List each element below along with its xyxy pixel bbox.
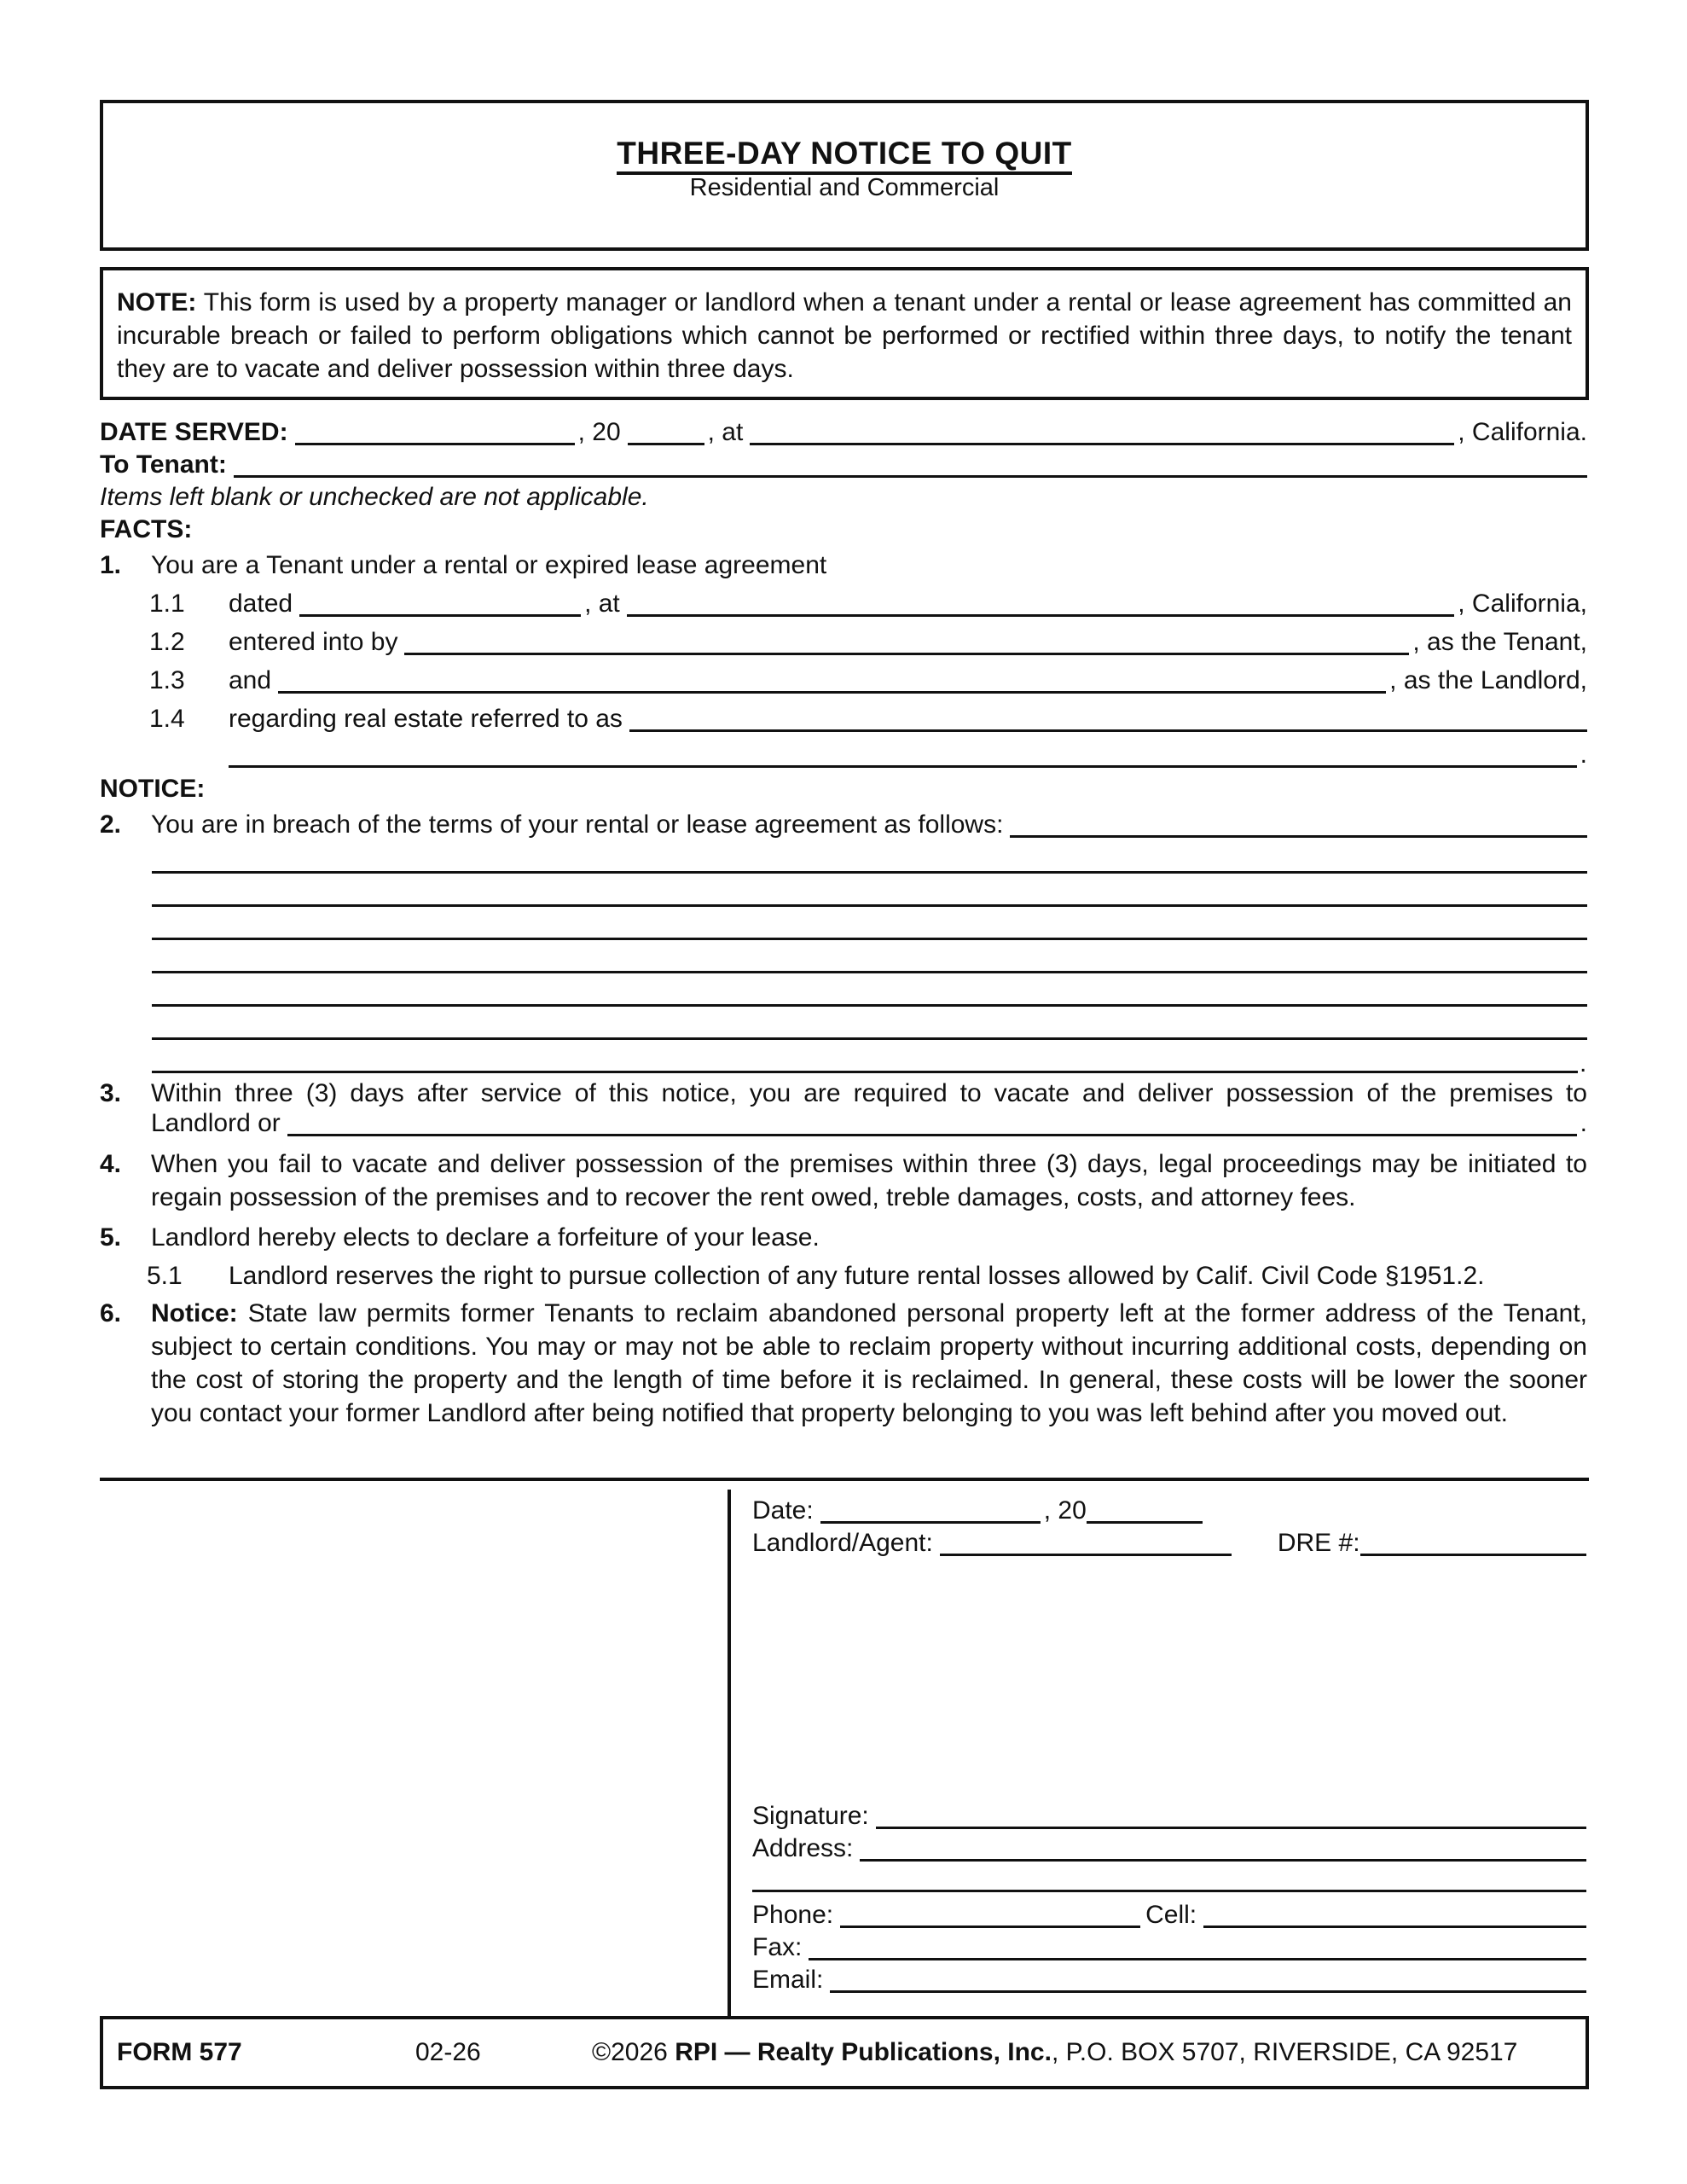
date-served-year-field[interactable]: [628, 419, 704, 445]
fact-item-1-2: [149, 626, 1587, 657]
fact-item-1: [100, 549, 1587, 580]
breach-field-line-2[interactable]: [152, 871, 1587, 874]
publisher-address: , P.O. BOX 5707, RIVERSIDE, CA 92517: [1051, 2038, 1518, 2066]
address-field[interactable]: [860, 1835, 1586, 1862]
copyright: [592, 2038, 1517, 2067]
breach-period: .: [1580, 1049, 1587, 1077]
signature-row: [752, 1800, 1586, 1831]
at-label: , at: [584, 590, 620, 618]
breach-field-line-8[interactable]: [152, 1071, 1578, 1073]
fact-item-1-4: [149, 703, 1587, 734]
address-field-line-2[interactable]: [752, 1890, 1586, 1892]
email-label: Email:: [752, 1966, 824, 1994]
landlord-agent-field[interactable]: [940, 1530, 1232, 1556]
breach-field-line-3[interactable]: [152, 904, 1587, 907]
date-served-location-field[interactable]: [750, 419, 1454, 445]
sig-year-field[interactable]: [1087, 1497, 1203, 1524]
dre-number-field[interactable]: [1360, 1530, 1586, 1556]
form-title: THREE-DAY NOTICE TO QUIT: [103, 136, 1586, 175]
landlord-suffix: , as the Landlord,: [1389, 666, 1587, 694]
landlord-name-field[interactable]: [278, 667, 1386, 694]
facts-heading: [100, 514, 1587, 544]
item-6-text: [151, 1297, 1587, 1430]
subitem-label: regarding real estate referred to as: [229, 705, 623, 733]
breach-field-line-6[interactable]: [152, 1004, 1587, 1007]
notice-item-2: [100, 809, 1587, 839]
fact-item-1-4-continuation: [229, 739, 1587, 770]
title-box: [100, 100, 1589, 251]
notice-body: State law permits former Tenants to reclaim abandoned personal property left at the former address of the Tenant, subject to certain conditions. You may or may not be able to reclaim property without incurring additional costs, depending on the cost of storing the property and the length of time before it is reclaimed. In general, these costs will be lower the sooner you contact your former Landlord after being notified that property belonging to you was left behind after you moved out.: [151, 1299, 1587, 1427]
copyright-year: ©2026: [592, 2038, 675, 2066]
sig-date-field[interactable]: [820, 1497, 1041, 1524]
phone-field[interactable]: [840, 1902, 1140, 1928]
period: .: [1580, 1109, 1587, 1137]
real-estate-field[interactable]: [629, 706, 1587, 732]
form-subtitle: Residential and Commercial: [689, 174, 1000, 201]
note-text: NOTE: This form is used by a property manager or landlord when a tenant under a rental or lease agreement has committed an incurable breach or failed to perform obligations which cannot be performed or rectified within three days, to notify the tenant they are to vacate and deliver possession within three days.: [117, 288, 1572, 383]
subitem-number: 1.1: [149, 590, 185, 618]
notice-heading-text: NOTICE:: [100, 775, 206, 803]
sig-agent-row: [752, 1527, 1586, 1558]
to-tenant-label: To Tenant:: [100, 450, 227, 479]
phone-label: Phone:: [752, 1901, 834, 1929]
date-served-field[interactable]: [295, 419, 575, 445]
cell-field[interactable]: [1203, 1902, 1586, 1928]
item-number: 3.: [100, 1079, 122, 1107]
form-footer: [100, 2016, 1589, 2089]
dre-label: DRE #:: [1277, 1529, 1360, 1557]
date-label: Date:: [752, 1496, 814, 1525]
landlord-agent-label: Landlord/Agent:: [752, 1529, 933, 1557]
subitem-number: 1.3: [149, 666, 185, 694]
form-number: FORM 577: [117, 2038, 242, 2066]
form-revision: 02-26: [415, 2038, 481, 2066]
item-5-1-text: Landlord reserves the right to pursue collection of any future rental losses allowed by Calif. Civil Code §1951.2.: [229, 1262, 1485, 1290]
publisher-name: RPI — Realty Publications, Inc.: [675, 2038, 1052, 2066]
notice-heading: [100, 773, 1587, 804]
item-number: 2.: [100, 810, 122, 839]
item-number: 6.: [100, 1299, 122, 1327]
facts-heading-text: FACTS:: [100, 515, 193, 543]
real-estate-field-line-2[interactable]: [229, 741, 1577, 768]
to-tenant-row: [100, 449, 1587, 479]
phone-row: [752, 1899, 1586, 1930]
fax-row: [752, 1931, 1586, 1962]
to-tenant-field[interactable]: [234, 451, 1587, 478]
subitem-number: 1.4: [149, 705, 185, 733]
item-3-line-2: [151, 1107, 1587, 1138]
date-served-row: [100, 416, 1587, 447]
address-label: Address:: [752, 1834, 854, 1862]
item-3-text: Within three (3) days after service of this notice, you are required to vacate and deliver possession of the premises to: [151, 1079, 1587, 1107]
item-4-text: When you fail to vacate and deliver possession of the premises within three (3) days, legal proceedings may be initiated to regain possession of the premises and to recover the rent owed, treble damages, costs, and attorney fees.: [151, 1150, 1587, 1211]
period: .: [1580, 741, 1587, 769]
section-divider: [100, 1478, 1589, 1481]
california-suffix: , California.: [1458, 418, 1587, 446]
signature-label: Signature:: [752, 1802, 869, 1830]
at-label: , at: [707, 418, 744, 446]
note-box: [100, 267, 1589, 400]
item-number: 1.: [100, 551, 122, 579]
breach-field-line-5[interactable]: [152, 971, 1587, 973]
signature-field[interactable]: [876, 1803, 1586, 1829]
subitem-label: and: [229, 666, 272, 694]
tenant-suffix: , as the Tenant,: [1412, 628, 1587, 656]
subitem-label: entered into by: [229, 628, 398, 656]
fact-item-1-3: [149, 665, 1587, 695]
item-text: You are a Tenant under a rental or expired lease agreement: [151, 551, 827, 579]
subitem-number: 5.1: [147, 1262, 183, 1290]
blank-items-notice: [100, 481, 1587, 512]
california-suffix: , California,: [1458, 590, 1587, 618]
date-served-label: DATE SERVED:: [100, 418, 288, 446]
item-text: You are in breach of the terms of your rental or lease agreement as follows:: [151, 810, 1004, 839]
breach-field-line-1[interactable]: [1010, 811, 1587, 838]
cell-label: Cell:: [1145, 1901, 1197, 1929]
year-prefix: , 20: [577, 418, 621, 446]
item-number: 5.: [100, 1223, 122, 1252]
agreement-date-field[interactable]: [299, 590, 581, 617]
item-5-text: Landlord hereby elects to declare a forfeiture of your lease.: [151, 1223, 820, 1252]
sig-date-row: [752, 1495, 1586, 1525]
subitem-label: dated: [229, 590, 293, 618]
email-field[interactable]: [830, 1966, 1586, 1993]
fax-label: Fax:: [752, 1933, 803, 1961]
landlord-or-label: Landlord or: [151, 1109, 281, 1137]
notice-label: Notice:: [151, 1299, 238, 1327]
note-label: NOTE:: [117, 288, 197, 317]
email-row: [752, 1964, 1586, 1995]
subitem-number: 1.2: [149, 628, 185, 656]
deliver-to-field[interactable]: [287, 1110, 1577, 1136]
fax-field[interactable]: [809, 1934, 1586, 1960]
year-label: , 20: [1043, 1496, 1087, 1525]
agreement-location-field[interactable]: [627, 590, 1454, 617]
vertical-divider: [728, 1490, 731, 2018]
address-row: [752, 1833, 1586, 1863]
breach-field-line-7[interactable]: [152, 1037, 1587, 1040]
breach-field-line-4[interactable]: [152, 938, 1587, 940]
tenant-name-field[interactable]: [404, 629, 1409, 655]
fact-item-1-1: [149, 588, 1587, 619]
item-number: 4.: [100, 1150, 122, 1178]
blank-items-text: Items left blank or unchecked are not applicable.: [100, 483, 649, 511]
